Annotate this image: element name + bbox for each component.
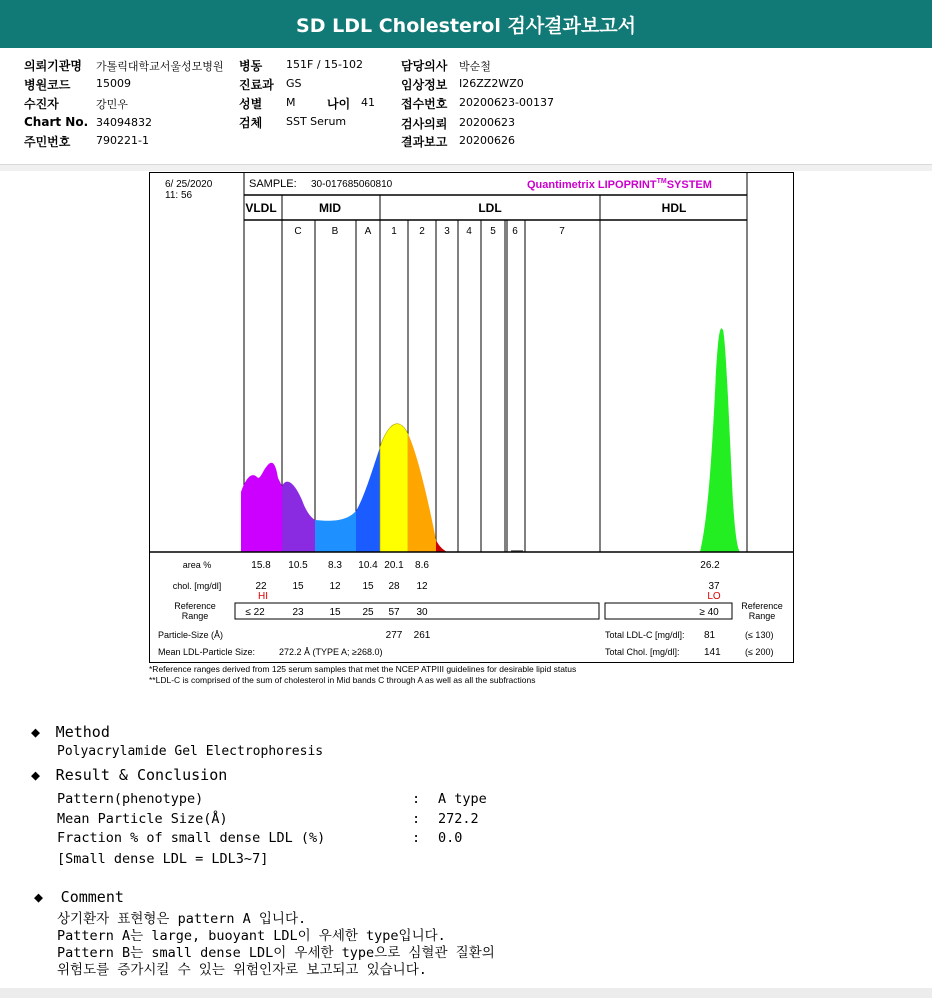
patient-label: 수진자 xyxy=(24,97,59,111)
request-value: 20200623 xyxy=(459,116,515,129)
chol-label: chol. [mg/dl] xyxy=(172,581,222,591)
area-hdl: 26.2 xyxy=(700,560,720,571)
hospital-value: 가톨릭대학교서울성모병원 xyxy=(96,60,224,73)
colon: : xyxy=(412,811,421,827)
method-heading: Method xyxy=(55,723,110,741)
lipoprint-svg xyxy=(149,172,794,690)
ref-label-1: Reference xyxy=(174,601,216,611)
ref-mid-c: 23 xyxy=(292,607,304,618)
area-mid-b: 8.3 xyxy=(328,560,342,571)
brand-text xyxy=(527,178,712,191)
area-ldl-1: 20.1 xyxy=(384,560,404,571)
sex-label: 성별 xyxy=(239,97,263,111)
hospital-label: 의뢰기관명 xyxy=(24,59,82,73)
area-ldl-2: 8.6 xyxy=(415,560,429,571)
clinical-label: 임상정보 xyxy=(401,78,448,92)
code-label: 병원코드 xyxy=(24,78,71,92)
diamond-icon: ◆ xyxy=(34,888,44,906)
result-note: [Small dense LDL = LDL3~7] xyxy=(57,851,269,867)
group-ldl: LDL xyxy=(478,201,502,215)
ref-ldl-2: 30 xyxy=(416,607,428,618)
dept-value: GS xyxy=(286,77,302,90)
band-7: 7 xyxy=(559,226,565,237)
lo-flag: LO xyxy=(707,591,721,602)
total-ldl-value: 81 xyxy=(704,630,716,641)
report-value: 20200626 xyxy=(459,134,515,147)
chart-no-label: Chart No. xyxy=(24,115,89,129)
id-value: 790221-1 xyxy=(96,134,149,147)
total-ldl-ref: (≤ 130) xyxy=(745,630,774,640)
band-1: 1 xyxy=(391,226,397,237)
chol-ldl-1: 28 xyxy=(388,581,400,592)
divider xyxy=(0,165,932,171)
sex-value: M xyxy=(286,96,296,109)
comment-heading: Comment xyxy=(60,888,124,906)
footnote-2: **LDL-C is comprised of the sum of cholesterol in Mid bands C through A as well as all the subfractions xyxy=(149,675,536,685)
result-row-label: Mean Particle Size(Å) xyxy=(57,811,228,827)
band-6: 6 xyxy=(512,226,518,237)
patient-value: 강민우 xyxy=(96,98,128,111)
ward-value: 151F / 15-102 xyxy=(286,58,363,71)
band-3: 3 xyxy=(444,226,450,237)
chol-mid-c: 15 xyxy=(292,581,304,592)
id-label: 주민번호 xyxy=(24,135,71,149)
colon: : xyxy=(412,791,421,807)
doctor-value: 박순철 xyxy=(459,60,491,73)
sample-label: SAMPLE: xyxy=(249,178,297,190)
area-label: area % xyxy=(182,560,212,570)
result-row-value: 272.2 xyxy=(438,811,479,827)
comment-line: Pattern A는 large, buoyant LDL이 우세한 type입니다. xyxy=(57,928,446,944)
fraction-ldl-1 xyxy=(380,424,408,552)
reception-value: 20200623-00137 xyxy=(459,96,554,109)
report-label: 결과보고 xyxy=(401,135,448,149)
ref-vldl: ≤ 22 xyxy=(245,607,265,618)
band-c: C xyxy=(294,226,302,237)
particle-ldl-1: 277 xyxy=(385,630,403,641)
colon: : xyxy=(412,830,421,846)
area-mid-a: 10.4 xyxy=(358,560,378,571)
footnote-1: *Reference ranges derived from 125 serum samples that met the NCEP ATPIII guidelines for desirable lipid status xyxy=(149,664,577,674)
lipoprint-chart xyxy=(149,172,794,690)
total-chol-ref: (≤ 200) xyxy=(745,647,774,657)
comment-line: Pattern B는 small dense LDL이 우세한 type으로 심혈관 질환의 xyxy=(57,945,495,961)
ref-label-right-2: Range xyxy=(748,611,776,621)
ref-mid-b: 15 xyxy=(329,607,341,618)
brand-suffix: SYSTEM xyxy=(666,179,712,191)
chol-mid-b: 12 xyxy=(329,581,341,592)
hi-flag: HI xyxy=(258,591,268,602)
band-b: B xyxy=(331,226,339,237)
chol-mid-a: 15 xyxy=(362,581,374,592)
band-2: 2 xyxy=(419,226,425,237)
clinical-value: I26ZZ2WZ0 xyxy=(459,77,524,90)
mean-value: 272.2 Å (TYPE A; ≥268.0) xyxy=(279,647,383,657)
date-text: 6/ 25/2020 xyxy=(165,179,213,190)
report-title: SD LDL Cholesterol 검사결과보고서 xyxy=(0,0,932,48)
band-a: A xyxy=(364,226,372,237)
chart-frame xyxy=(150,173,794,663)
age-label: 나이 xyxy=(327,97,351,111)
particle-ldl-2: 261 xyxy=(413,630,431,641)
ref-ldl-1: 57 xyxy=(388,607,400,618)
area-mid-c: 10.5 xyxy=(288,560,308,571)
group-vldl: VLDL xyxy=(245,201,277,215)
mean-label: Mean LDL-Particle Size: xyxy=(158,647,256,657)
result-row-label: Pattern(phenotype) xyxy=(57,791,204,807)
time-text: 11: 56 xyxy=(165,190,193,201)
result-heading: Result & Conclusion xyxy=(55,766,228,784)
comment-line: 상기환자 표현형은 pattern A 입니다. xyxy=(57,911,307,927)
ward-label: 병동 xyxy=(239,59,263,73)
reception-label: 접수번호 xyxy=(401,97,448,111)
chol-vldl: 22 xyxy=(255,581,267,592)
specimen-value: SST Serum xyxy=(286,115,347,128)
group-mid: MID xyxy=(319,201,341,215)
method-section xyxy=(31,722,110,741)
total-ldl-label: Total LDL-C [mg/dl]: xyxy=(605,630,685,640)
dept-label: 진료과 xyxy=(239,78,274,92)
patient-info-panel xyxy=(0,48,932,165)
method-text: Polyacrylamide Gel Electrophoresis xyxy=(57,744,324,759)
doctor-label: 담당의사 xyxy=(401,59,448,73)
diamond-icon: ◆ xyxy=(31,766,41,784)
result-row-value: 0.0 xyxy=(438,830,463,846)
chart-no-value: 34094832 xyxy=(96,116,152,129)
band-5: 5 xyxy=(490,226,496,237)
chol-ldl-2: 12 xyxy=(416,581,428,592)
result-section xyxy=(31,765,227,784)
diamond-icon: ◆ xyxy=(31,723,41,741)
ref-label-2: Range xyxy=(181,611,209,621)
total-chol-label: Total Chol. [mg/dl]: xyxy=(605,647,680,657)
chol-hdl: 37 xyxy=(708,581,720,592)
ref-label-right-1: Reference xyxy=(741,601,783,611)
code-value: 15009 xyxy=(96,77,131,90)
age-value: 41 xyxy=(361,96,375,109)
band-4: 4 xyxy=(466,226,472,237)
group-hdl: HDL xyxy=(661,201,687,215)
brand-tm: TM xyxy=(656,178,667,185)
result-row-label: Fraction % of small dense LDL (%) xyxy=(57,830,326,846)
comment-line: 위험도를 증가시킬 수 있는 위험인자로 보고되고 있습니다. xyxy=(57,962,427,978)
ref-hdl: ≥ 40 xyxy=(699,607,719,618)
bottom-bar xyxy=(0,988,932,998)
brand-name: Quantimetrix LIPOPRINT xyxy=(527,179,657,191)
request-label: 검사의뢰 xyxy=(401,117,448,131)
particle-label: Particle-Size (Å) xyxy=(158,630,224,640)
sample-value: 30-017685060810 xyxy=(311,179,393,190)
total-chol-value: 141 xyxy=(704,647,721,658)
area-vldl: 15.8 xyxy=(251,560,271,571)
ref-mid-a: 25 xyxy=(362,607,374,618)
result-row-value: A type xyxy=(438,791,487,807)
comment-section xyxy=(34,887,124,906)
specimen-label: 검체 xyxy=(239,116,263,130)
